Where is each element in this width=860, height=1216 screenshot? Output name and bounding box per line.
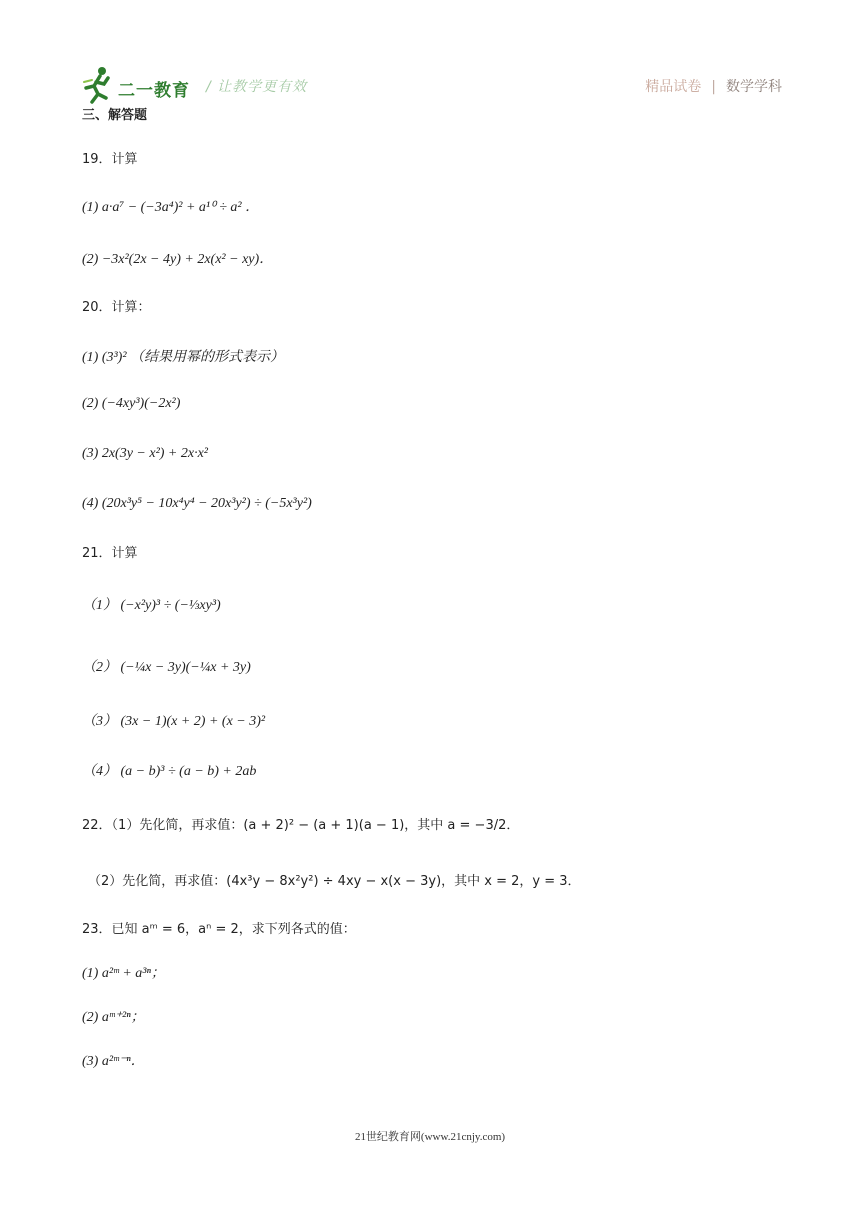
question-22-2: （2）先化简，再求值：(4x³y − 8x²y²) ÷ 4xy − x(x − 3y)，其中 x = 2，y = 3． [88, 874, 581, 889]
question-23-1: (1) a²ᵐ + a³ⁿ； [82, 966, 165, 981]
brand-subject: 数学学科 [726, 79, 782, 95]
question-20-3: (3) 2x(3y − x²) + 2x·x² [82, 446, 209, 461]
slogan: / 让教学更有效 [206, 79, 308, 95]
question-23-title: 23．已知 aᵐ = 6，aⁿ = 2，求下列各式的值： [82, 922, 356, 937]
question-19-2: (2) −3x²(2x − 4y) + 2x(x² − xy)． [82, 252, 274, 267]
question-20-4: (4) (20x³y⁵ − 10x⁴y⁴ − 20x³y²) ÷ (−5x³y²) [82, 496, 312, 511]
runner-logo-icon [82, 64, 116, 104]
brand-label [645, 76, 782, 96]
question-19-title: 19．计算 [82, 152, 138, 167]
question-21-3: （3） (3x − 1)(x + 2) + (x − 3)² [82, 714, 266, 729]
brand-left: 精品试卷 [645, 79, 702, 95]
question-21-4: （4） (a − b)³ ÷ (a − b) + 2ab [82, 764, 257, 779]
question-21-title: 21．计算 [82, 546, 138, 561]
question-20-title: 20．计算： [82, 300, 151, 315]
page-footer: 21世纪教育网(www.21cnjy.com) [354, 1131, 506, 1143]
question-21-2: （2） (−¼x − 3y)(−¼x + 3y) [82, 660, 251, 675]
logo [82, 64, 192, 104]
question-20-1: (1) (3³)² （结果用幂的形式表示） [82, 350, 285, 365]
page-header [0, 0, 860, 104]
question-22-1: 22．（1）先化简，再求值：(a + 2)² − (a + 1)(a − 1)，其中 a = −3/2． [82, 818, 520, 833]
brand-separator: | [711, 79, 716, 95]
question-19-1: (1) a·a⁷ − (−3a⁴)² + a¹⁰ ÷ a² ． [82, 200, 260, 215]
question-21-1: （1） (−x²y)³ ÷ (−⅓xy³) [82, 598, 221, 613]
question-23-2: (2) aᵐ⁺²ⁿ； [82, 1010, 145, 1025]
logo-text: 二一教育 [118, 81, 190, 101]
question-23-3: (3) a²ᵐ⁻ⁿ． [82, 1054, 145, 1069]
section-title: 三、解答题 [82, 108, 148, 123]
question-20-2: (2) (−4xy³)(−2x²) [82, 396, 181, 411]
